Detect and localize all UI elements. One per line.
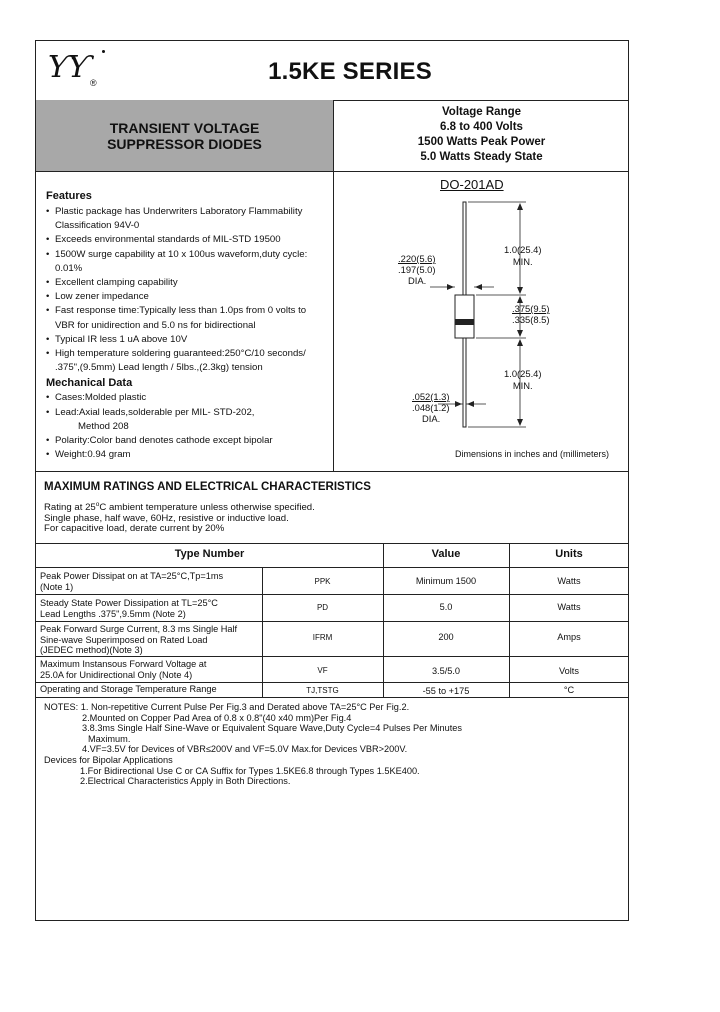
mechanical-item-cont: Method 208: [78, 420, 129, 432]
mechanical-item: • Cases:Molded plastic: [46, 391, 331, 405]
unit-cell: Watts: [557, 602, 581, 612]
feature-item: • Fast response time:Typically less than 1.0ps from 0 volts to: [46, 304, 331, 318]
page-title: 1.5KE SERIES: [268, 58, 432, 85]
feature-item: • 1500W surge capability at 10 x 100us waveform,duty cycle:: [46, 248, 331, 262]
logo-registered: ®: [90, 78, 97, 88]
ratings-heading: MAXIMUM RATINGS AND ELECTRICAL CHARACTERISTICS: [44, 481, 371, 493]
voltage-range-label: Voltage Range: [441, 106, 522, 118]
feature-item-cont: .375",(9.5mm) Lead length / 5lbs.,(2.3kg) tension: [55, 362, 263, 374]
column-header-value: Value: [431, 548, 461, 560]
unit-cell: Watts: [557, 576, 581, 586]
diode-drawing: [334, 172, 629, 470]
column-header-type-number: Type Number: [174, 548, 245, 560]
condition-phase: Single phase, half wave, 60Hz, resistive or inductive load.: [44, 512, 289, 524]
package-name: DO-201AD: [440, 177, 504, 192]
value-cell: 200: [438, 632, 454, 642]
bipolar-note-2: 2.Electrical Characteristics Apply in Both Directions.: [80, 776, 291, 787]
note-3-cont: Maximum.: [88, 733, 131, 744]
logo-dot: [102, 50, 105, 53]
logo-mark: ƳƳ: [48, 50, 89, 85]
table-row: Peak Forward Surge Current, 8.3 ms Single Half Sine-wave Superimposed on Rated Load (JEDEC method)(Note 3): [40, 624, 238, 655]
features-heading: Features: [46, 190, 92, 202]
feature-item: • Low zener impedance: [46, 290, 331, 304]
symbol-cell: PPK: [314, 577, 331, 586]
company-logo: [44, 48, 114, 94]
unit-cell: Amps: [557, 632, 581, 642]
bipolar-note-1: 1.For Bidirectional Use C or CA Suffix for Types 1.5KE6.8 through Types 1.5KE400.: [80, 765, 420, 776]
symbol-cell: VF: [317, 666, 328, 675]
mechanical-item: • Polarity:Color band denotes cathode except bipolar: [46, 434, 331, 448]
dimension-caption: Dimensions in inches and (millimeters): [455, 449, 610, 459]
dim-lead-length-top: 1.0(25.4) MIN.: [504, 244, 542, 267]
dim-body-length: .375(9.5) .335(8.5): [512, 303, 550, 325]
mechanical-list: [46, 391, 331, 462]
condition-ambient: Rating at 25$^o$C ambient temperature unless otherwise specified.: [44, 501, 315, 514]
voltage-range-value: 6.8 to 400 Volts: [440, 121, 523, 133]
feature-item: • Excellent clamping capability: [46, 276, 331, 290]
ratings-section: [44, 481, 624, 534]
note-4: 4.VF=3.5V for Devices of VBR≤200V and VF=5.0V Max.for Devices VBR>200V.: [82, 744, 408, 755]
condition-capacitive: For capacitive load, derate current by 20%: [44, 523, 225, 534]
notes-section: [44, 702, 624, 787]
column-header-units: Units: [555, 548, 583, 560]
value-cell: 3.5/5.0: [431, 666, 461, 676]
table-row: Steady State Power Dissipation at TL=25°C Lead Lengths .375",9.5mm (Note 2): [40, 598, 218, 619]
value-cell: Minimum 1500: [415, 576, 477, 586]
unit-cell: Volts: [559, 666, 579, 676]
symbol-cell: PD: [316, 603, 329, 612]
bipolar-heading: Devices for Bipolar Applications: [44, 754, 173, 765]
mechanical-heading: Mechanical Data: [46, 377, 133, 390]
steady-state-spec: 5.0 Watts Steady State: [420, 151, 543, 163]
table-row: Peak Power Dissipat on at TA=25°C,Tp=1ms (Note 1): [40, 571, 224, 592]
unit-cell: °C: [563, 685, 575, 695]
value-cell: 5.0: [439, 602, 453, 612]
mechanical-item: • Lead:Axial leads,solderable per MIL- STD-202,: [46, 406, 331, 420]
ratings-conditions: [44, 500, 624, 534]
table-row: Maximum Instansous Forward Voltage at 25.0A for Unidirectional Only (Note 4): [40, 659, 207, 680]
mechanical-item: • Weight:0.94 gram: [46, 448, 331, 462]
dim-body-diameter: .220(5.6) .197(5.0) DIA.: [398, 253, 436, 286]
feature-item-cont: Classification 94V-0: [55, 220, 140, 232]
value-cell: -55 to +175: [422, 686, 470, 696]
dim-lead-diameter: .052(1.3) .048(1.2) DIA.: [412, 391, 450, 424]
note-2: 2.Mounted on Copper Pad Area of 0.8 x 0.8"(40 x40 mm)Per Fig.4: [82, 712, 352, 723]
feature-item: • High temperature soldering guaranteed:250°C/10 seconds/: [46, 347, 331, 361]
spec-summary: [334, 105, 629, 165]
table-row: Operating and Storage Temperature Range: [40, 684, 217, 694]
peak-power-spec: 1500 Watts Peak Power: [417, 136, 546, 148]
feature-item: • Typical IR less 1 uA above 10V: [46, 333, 331, 347]
features-list: [46, 205, 331, 375]
note-1: NOTES: 1. Non-repetitive Current Pulse Per Fig.3 and Derated above TA=25°C Per Fig.2.: [44, 702, 410, 712]
package-outline-diagram: [334, 172, 629, 470]
feature-item-cont: 0.01%: [55, 262, 83, 274]
product-type-line-2: SUPPRESSOR DIODES: [107, 136, 262, 152]
product-type: [36, 120, 333, 152]
feature-item-cont: VBR for unidirection and 5.0 ns for bidirectional: [55, 319, 256, 331]
feature-item: • Plastic package has Underwriters Laboratory Flammability: [46, 205, 331, 219]
note-3: 3.8.3ms Single Half Sine-Wave or Equivalent Square Wave,Duty Cycle=4 Pulses Per Minutes: [82, 723, 463, 734]
dim-lead-length-bottom: 1.0(25.4) MIN.: [504, 368, 542, 391]
feature-item: • Exceeds environmental standards of MIL-STD 19500: [46, 233, 331, 247]
features-section: [46, 190, 331, 462]
symbol-cell: TJ,TSTG: [306, 686, 339, 695]
symbol-cell: IFRM: [312, 633, 333, 642]
product-type-line-1: TRANSIENT VOLTAGE: [109, 120, 260, 136]
